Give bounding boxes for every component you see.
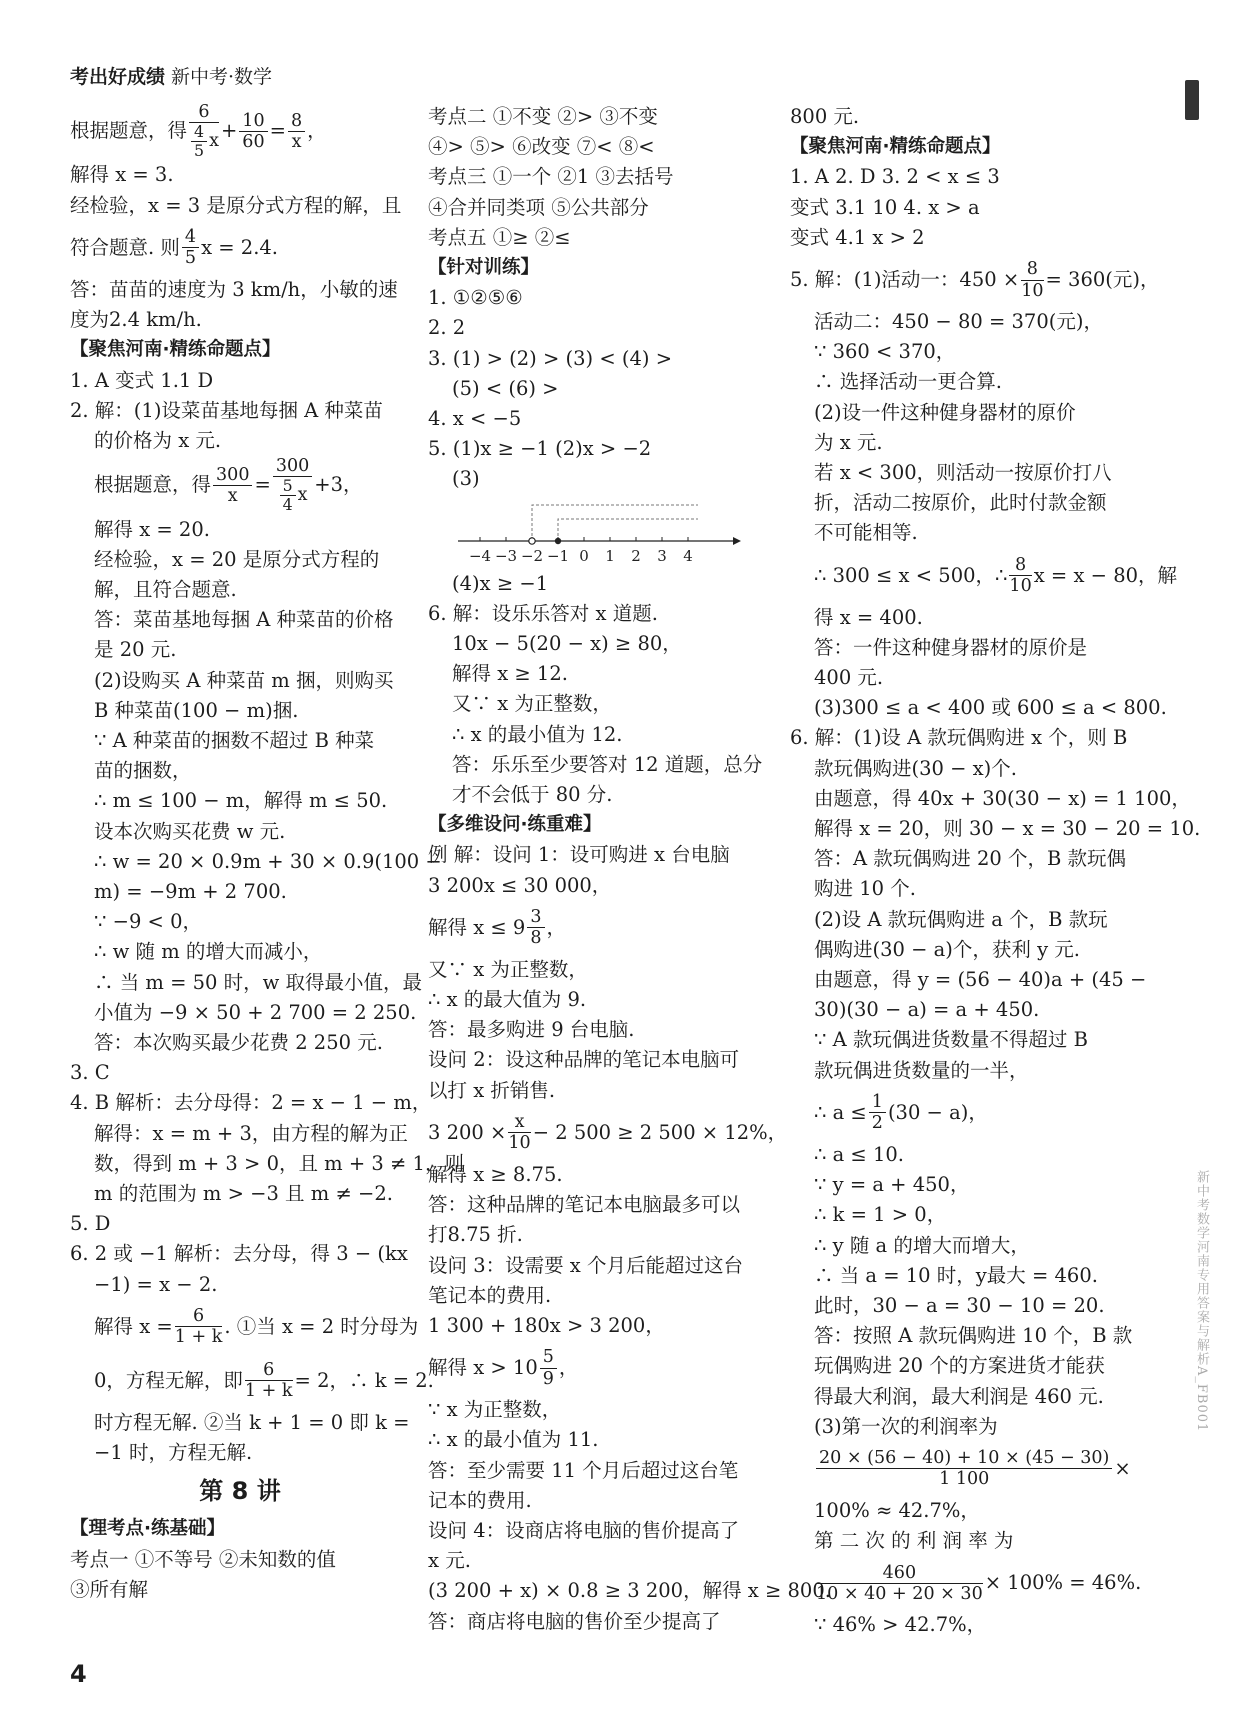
answer-line: 小值为 −9 × 50 + 2 700 = 2 250. xyxy=(94,1000,417,1024)
column-left xyxy=(70,102,464,1605)
lecture-title: 第 8 讲 xyxy=(199,1477,281,1506)
answer-line: 解得 x ≥ 12. xyxy=(452,662,568,686)
answer-line: 答：乐乐至少要答对 12 道题，总分 xyxy=(452,752,763,776)
answer-line: 为 x 元. xyxy=(814,430,883,454)
answer-line: ∴ x 的最大值为 9. xyxy=(428,988,587,1012)
tick-label: 2 xyxy=(631,546,641,565)
equation-line: 解得 x ≤ 9 3 8 ， xyxy=(428,907,567,949)
equation-line: 解得 x > 10 5 9 ， xyxy=(428,1347,579,1389)
answer-line: 若 x < 300，则活动一按原价打八 xyxy=(814,461,1112,485)
header-subtitle: 新中考·数学 xyxy=(171,66,273,88)
answer-line: 考点五 ①≥ ②≤ xyxy=(428,225,571,249)
section-heading: 【聚焦河南·精练命题点】 xyxy=(70,339,281,361)
section-heading: 【针对训练】 xyxy=(428,257,540,279)
answer-line: 设问 2：设这种品牌的笔记本电脑可 xyxy=(428,1048,740,1072)
answer-line: 由题意，得 40x + 30(30 − x) = 1 100， xyxy=(814,786,1191,810)
text-line: 解得 x = 3. xyxy=(70,163,174,187)
answer-line: ∵ x 为正整数， xyxy=(428,1398,562,1422)
answer-line: ∵ −9 < 0， xyxy=(94,910,202,934)
tick-label: −1 xyxy=(546,546,570,565)
text-line: 答：苗苗的速度为 3 km/h，小敏的速 xyxy=(70,277,398,301)
answer-line: 2. 解：(1)设菜苗基地每捆 A 种菜苗 xyxy=(70,398,383,422)
answer-line: 3 200x ≤ 30 000， xyxy=(428,873,612,897)
answer-line: (2)设购买 A 种菜苗 m 捆，则购买 xyxy=(94,668,394,692)
answer-line: 设本次购买花费 w 元. xyxy=(94,819,286,843)
answer-line: 1. ①②⑤⑥ xyxy=(428,286,523,310)
answer-line: 又∵ x 为正整数， xyxy=(428,957,588,981)
answer-line: ∴ a ≤ 10. xyxy=(814,1142,904,1166)
page-number: 4 xyxy=(70,1660,87,1688)
open-point-minus2 xyxy=(529,537,535,543)
answer-line: 6. 解：(1)设 A 款玩偶购进 x 个，则 B xyxy=(790,726,1128,750)
answer-line: ∵ A 种菜苗的捆数不超过 B 种菜 xyxy=(94,729,375,753)
answer-line: 答：商店将电脑的售价至少提高了 xyxy=(428,1609,721,1633)
answer-line: 2. 2 xyxy=(428,316,466,340)
answer-line: 经检验，x = 20 是原分式方程的 xyxy=(94,547,380,571)
answer-line: ∵ A 款玩偶进货数量不得超过 B xyxy=(814,1028,1088,1052)
answer-line: 款玩偶购进(30 − x)个. xyxy=(814,756,1017,780)
answer-line: 时方程无解. ②当 k + 1 = 0 即 k = xyxy=(94,1410,410,1434)
side-vertical-text: 新中考数学河南专用答案与解析A_FB001 xyxy=(1194,1170,1209,1433)
equation-line: $\frac{20 \times (56 - 40) + 10 \times (45 - 30)}{1 100}$ × xyxy=(790,1442,1135,1496)
answer-line: m 的范围为 m > −3 且 m ≠ −2. xyxy=(94,1182,393,1206)
answer-line: 答：这种品牌的笔记本电脑最多可以 xyxy=(428,1193,741,1217)
section-heading: 【多维设问·练重难】 xyxy=(428,814,602,836)
tick-label: 0 xyxy=(579,546,589,565)
equation-line: 0，方程无解，即 $\frac{6}{1 + k}$ = 2，∴ k = 2. xyxy=(94,1360,434,1402)
header-brand: 考出好成绩 xyxy=(70,66,166,88)
answer-line: 解得 x = 20，则 30 − x = 30 − 20 = 10. xyxy=(814,817,1201,841)
number-line-figure xyxy=(458,501,748,565)
answer-line: ∴ x 的最小值为 12. xyxy=(452,722,623,746)
page-header xyxy=(70,62,272,89)
column-right xyxy=(790,102,1201,1641)
answer-line: ∵ 360 < 370， xyxy=(814,340,956,364)
answer-line: 6. 解：设乐乐答对 x 道题. xyxy=(428,601,658,625)
answer-line: 3. (1) > (2) > (3) < (4) > xyxy=(428,346,673,370)
answer-line: 得 x = 400. xyxy=(814,605,923,629)
answer-line: 考点一 ①不等号 ②未知数的值 xyxy=(70,1547,336,1571)
answer-line: −1) = x − 2. xyxy=(94,1272,218,1296)
answer-line: 不可能相等. xyxy=(814,521,918,545)
answer-line: 以打 x 折销售. xyxy=(428,1078,556,1102)
answer-line: 4. x < −5 xyxy=(428,407,522,431)
answer-line: 数，得到 m + 3 > 0，且 m + 3 ≠ 1，则 xyxy=(94,1151,464,1175)
answer-line: 答：至少需要 11 个月后超过这台笔 xyxy=(428,1458,739,1482)
answer-line: 款玩偶进货数量的一半， xyxy=(814,1058,1029,1082)
answer-line: ∴ x 的最小值为 11. xyxy=(428,1428,599,1452)
text-line: 度为2.4 km/h. xyxy=(70,308,202,332)
answer-line: 变式 4.1 x > 2 xyxy=(790,225,925,249)
answer-line: 考点三 ①一个 ②1 ③去括号 xyxy=(428,165,674,189)
answer-line: m) = −9m + 2 700. xyxy=(94,880,287,904)
answer-line: (2)设 A 款玩偶购进 a 个，B 款玩 xyxy=(814,907,1108,931)
answer-line: 1. A 2. D 3. 2 < x ≤ 3 xyxy=(790,165,1000,189)
answer-line: 设问 4：设商店将电脑的售价提高了 xyxy=(428,1518,740,1542)
answer-line: ④合并同类项 ⑤公共部分 xyxy=(428,195,649,219)
tick-label: −3 xyxy=(494,546,518,565)
answer-line: ④> ⑤> ⑥改变 ⑦< ⑧< xyxy=(428,135,655,159)
answer-line: (3 200 + x) × 0.8 ≥ 3 200，解得 x ≥ 800. xyxy=(428,1579,831,1603)
answer-line: 30)(30 − a) = a + 450. xyxy=(814,998,1040,1022)
answer-line: −1 时，方程无解. xyxy=(94,1441,253,1465)
answer-line: 例 解：设问 1：设可购进 x 台电脑 xyxy=(428,843,730,867)
equation-line: 3 200 × $\frac{x}{10}$ − 2 500 ≥ 2 500 × 12%， xyxy=(428,1112,788,1154)
answer-line: 由题意，得 y = (56 − 40)a + (45 − xyxy=(814,968,1147,992)
answer-line: ∴ y 随 a 的增大而增大， xyxy=(814,1233,1030,1257)
answer-line: ∴ w = 20 × 0.9m + 30 × 0.9(100 − xyxy=(94,849,442,873)
answer-line: 800 元. xyxy=(790,105,860,128)
answer-line: 解，且符合题意. xyxy=(94,578,237,601)
equation-line: ∴ 300 ≤ x < 500，∴ 8 10 x = x − 80，解 xyxy=(814,554,1178,597)
answer-line: 解得：x = m + 3，由方程的解为正 xyxy=(94,1121,408,1145)
answer-line: 打8.75 折. xyxy=(428,1223,523,1247)
answer-line: 折，活动二按原价，此时付款金额 xyxy=(814,491,1107,515)
text-line: 符合题意. 则 4 5 x = 2.4. xyxy=(70,227,279,269)
answer-line: ∴ 当 a = 10 时，y最大 = 460. xyxy=(814,1263,1098,1287)
page-tab-marker xyxy=(1185,80,1199,120)
answer-line: (4)x ≥ −1 xyxy=(452,571,549,595)
answer-line: 6. 2 或 −1 解析：去分母，得 3 − (kx xyxy=(70,1242,408,1266)
answer-line: 解得 x = 20. xyxy=(94,517,210,541)
tick-label: 3 xyxy=(657,546,667,565)
answer-line: 第 二 次 的 利 润 率 为 xyxy=(814,1529,1014,1553)
answer-line: 才不会低于 80 分. xyxy=(452,783,613,807)
answer-line: 此时，30 − a = 30 − 10 = 20. xyxy=(814,1293,1105,1317)
answer-line: (3) xyxy=(452,467,480,491)
solution-ray-x-ge-minus1 xyxy=(532,505,698,541)
answer-line: 10x − 5(20 − x) ≥ 80， xyxy=(452,632,682,656)
text-line: 经检验，x = 3 是原分式方程的解，且 xyxy=(70,193,402,217)
equation-line: 根据题意，得 $\frac{300}{x}$ = 300 $\frac{5}{4}$ x +3， xyxy=(94,456,363,515)
answer-line: 4. B 解析：去分母得：2 = x − 1 − m， xyxy=(70,1091,432,1115)
answer-line: 答：最多购进 9 台电脑. xyxy=(428,1018,635,1042)
answer-line: 答：菜苗基地每捆 A 种菜苗的价格 xyxy=(94,608,394,632)
axis-arrow xyxy=(733,537,741,545)
answer-line: 活动二：450 − 80 = 370(元)， xyxy=(814,310,1103,334)
answer-line: 是 20 元. xyxy=(94,638,177,662)
answer-line: 400 元. xyxy=(814,666,884,690)
tick-label: −4 xyxy=(468,546,492,565)
answer-line: 100% ≈ 42.7%， xyxy=(814,1498,980,1522)
answer-line: B 种菜苗(100 − m)捆. xyxy=(94,698,299,722)
tick-label: 1 xyxy=(605,546,615,565)
closed-point-minus1 xyxy=(555,537,561,543)
tick-label: 4 xyxy=(683,546,693,565)
answer-line: 得最大利润，最大利润是 460 元. xyxy=(814,1384,1104,1408)
answer-line: 偶购进(30 − a)个，获利 y 元. xyxy=(814,937,1081,961)
answer-line: 3. C xyxy=(70,1061,110,1085)
answer-line: (5) < (6) > xyxy=(452,376,559,400)
answer-line: 购进 10 个. xyxy=(814,877,916,901)
answer-line: ∴ k = 1 > 0， xyxy=(814,1203,947,1227)
answer-line: 又∵ x 为正整数， xyxy=(452,692,612,716)
answer-line: 苗的捆数， xyxy=(94,759,192,783)
answer-line: 答：A 款玩偶购进 20 个，B 款玩偶 xyxy=(814,847,1127,871)
answer-line: ∴ w 随 m 的增大而减小， xyxy=(94,940,323,964)
equation-line: ∴ a ≤ $\frac{1}{2}$ (30 − a)， xyxy=(814,1092,988,1134)
answer-line: ∴ 选择活动一更合算. xyxy=(814,370,1002,394)
answer-line: ∴ m ≤ 100 − m，解得 m ≤ 50. xyxy=(94,789,388,813)
answer-line: 设问 3：设需要 x 个月后能超过这台 xyxy=(428,1253,743,1277)
answer-line: x 元. xyxy=(428,1549,471,1573)
text-line: 根据题意，得 6 $\frac{4}{5}$ x + $\frac{10}{60}$ = $\frac{8}{x}$ ， xyxy=(70,102,327,161)
answer-line: ∵ y = a + 450， xyxy=(814,1173,970,1197)
answer-line: ③所有解 xyxy=(70,1577,149,1601)
equation-line: 解得 x = $\frac{6}{1 + k}$ . ①当 x = 2 时分母为 xyxy=(94,1306,419,1348)
section-heading: 【理考点·练基础】 xyxy=(70,1518,226,1540)
answer-line: 考点二 ①不变 ②> ③不变 xyxy=(428,105,658,128)
answer-line: 的价格为 x 元. xyxy=(94,428,222,452)
answer-line: 5. (1)x ≥ −1 (2)x > −2 xyxy=(428,437,652,461)
answer-line: 答：按照 A 款玩偶购进 10 个，B 款 xyxy=(814,1324,1133,1348)
answer-line: 玩偶购进 20 个的方案进货才能获 xyxy=(814,1354,1105,1378)
answer-line: 笔记本的费用. xyxy=(428,1283,552,1307)
tick-label: −2 xyxy=(520,546,544,565)
answer-line: 答：本次购买最少花费 2 250 元. xyxy=(94,1031,383,1055)
answer-line: 变式 3.1 10 4. x > a xyxy=(790,195,980,219)
answer-line: 解得 x ≥ 8.75. xyxy=(428,1162,563,1186)
answer-line: (3)第一次的利润率为 xyxy=(814,1414,998,1438)
answer-line: 1. A 变式 1.1 D xyxy=(70,368,214,392)
answer-line: 答：一件这种健身器材的原价是 xyxy=(814,635,1088,659)
answer-line: (2)设一件这种健身器材的原价 xyxy=(814,400,1076,424)
equation-line: 5. 解：(1)活动一：450 × $\frac{8}{10}$ = 360(元)， xyxy=(790,259,1160,301)
answer-line: 1 300 + 180x > 3 200， xyxy=(428,1313,665,1337)
answer-line: ∵ 46% > 42.7%， xyxy=(814,1613,987,1637)
equation-line: $\frac{460}{10 \times 40 + 20 \times 30}$ × 100% = 46%. xyxy=(816,1562,1142,1604)
section-heading: 【聚焦河南·精练命题点】 xyxy=(790,136,1001,158)
answer-line: (3)300 ≤ a < 400 或 600 ≤ a < 800. xyxy=(814,696,1167,720)
answer-line: ∴ 当 m = 50 时，w 取得最小值，最 xyxy=(94,970,423,994)
answer-line: 记本的费用. xyxy=(428,1488,532,1512)
answer-line: 5. D xyxy=(70,1212,111,1236)
